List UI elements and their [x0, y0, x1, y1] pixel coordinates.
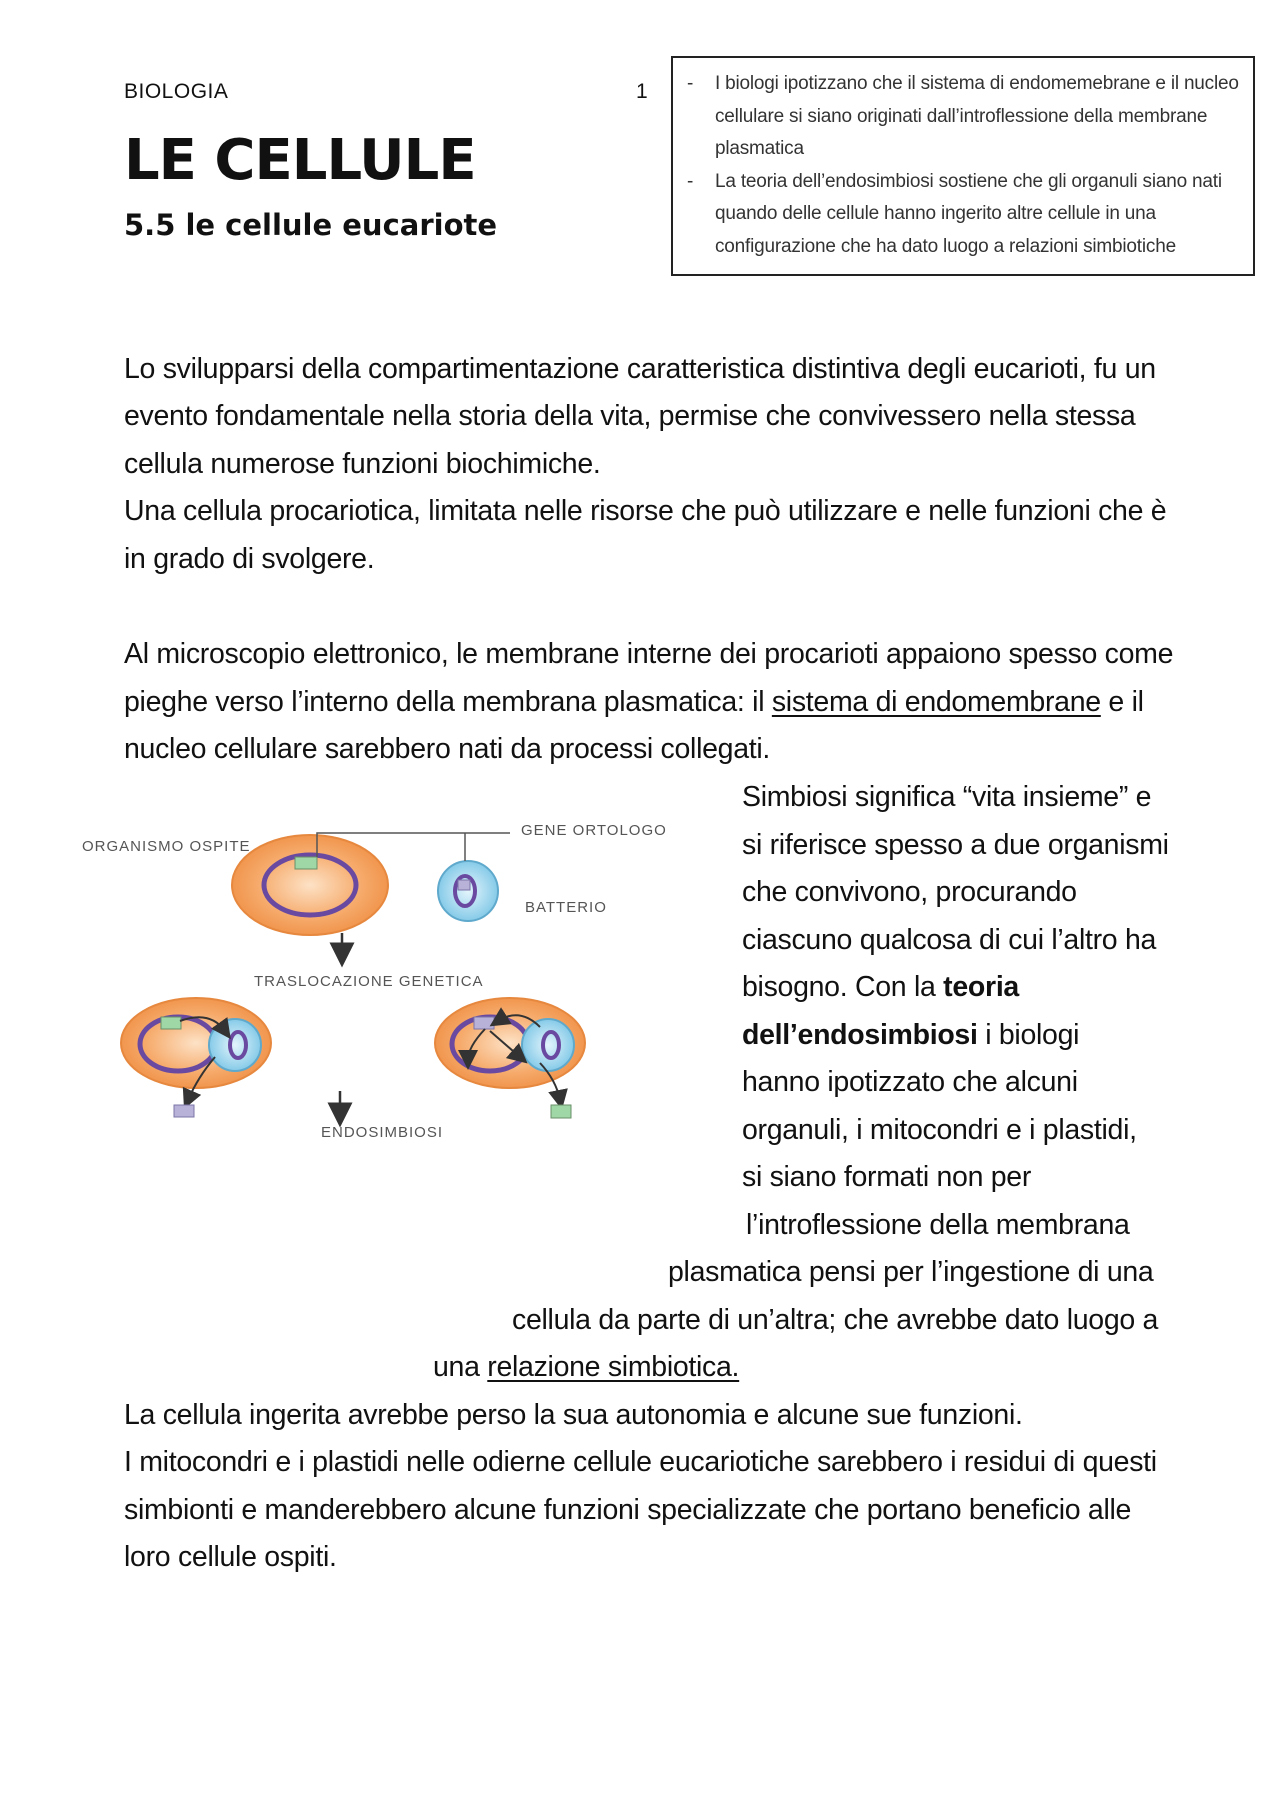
- label-bacterium: BATTERIO: [525, 899, 607, 916]
- page-subtitle: 5.5 le cellule eucariote: [124, 208, 498, 242]
- text-line: si riferisce spesso a due organismi: [742, 829, 1169, 861]
- note-item: [683, 68, 1239, 166]
- label-gene: GENE ORTOLOGO: [521, 822, 667, 839]
- text-span: e il: [1100, 686, 1144, 718]
- underlined-term-endomembrane: sistema di endomembrane: [771, 686, 1101, 718]
- label-host: ORGANISMO OSPITE: [82, 838, 251, 855]
- label-translocation: TRASLOCAZIONE GENETICA: [254, 973, 484, 990]
- text-line: La cellula ingerita avrebbe perso la sua autonomia e alcune sue funzioni.: [124, 1399, 1023, 1431]
- text-line: ciascuno qualcosa di cui l’altro ha: [742, 924, 1157, 956]
- note-line: La teoria dell’endosimbiosi sostiene che gli organuli siano nati: [715, 170, 1222, 192]
- text-span: una: [433, 1351, 488, 1383]
- text-line: che convivono, procurando: [742, 876, 1077, 908]
- underlined-term-relazione: relazione simbiotica.: [487, 1351, 740, 1383]
- text-line: Simbiosi significa “vita insieme” e: [742, 781, 1152, 813]
- text-line: plasmatica pensi per l’ingestione di una: [668, 1256, 1154, 1288]
- text-span: i biologi: [977, 1019, 1080, 1051]
- text-line: Al microscopio elettronico, le membrane interne dei procarioti appaiono spesso come: [124, 638, 1174, 670]
- text-line: cellula da parte di un’altra; che avrebbe dato luogo a: [512, 1304, 1159, 1336]
- bold-term: dell’endosimbiosi: [742, 1019, 978, 1051]
- text-line: evento fondamentale nella storia della vita, permise che convivessero nella stessa: [124, 400, 1136, 432]
- text-span: pieghe verso l’interno della membrana plasmatica: il: [124, 686, 772, 718]
- text-line: [433, 1344, 739, 1392]
- bullet-dash: -: [687, 170, 694, 192]
- text-line: l’introflessione della membrana: [746, 1209, 1130, 1241]
- text-line: in grado di svolgere.: [124, 543, 375, 575]
- bold-term: teoria: [943, 971, 1019, 1003]
- symbiotic-cell-right: [435, 998, 585, 1118]
- text-span: bisogno. Con la: [742, 971, 944, 1003]
- text-line: Lo svilupparsi della compartimentazione caratteristica distintiva degli eucarioti, fu un: [124, 353, 1156, 385]
- note-item: [683, 166, 1239, 264]
- text-line: simbionti e manderebbero alcune funzioni specializzate che portano beneficio alle: [124, 1494, 1132, 1526]
- subject-label: BIOLOGIA: [124, 80, 229, 103]
- text-line: I mitocondri e i plastidi nelle odierne cellule eucariotiche sarebbero i residui di questi: [124, 1446, 1157, 1478]
- note-line: cellulare si siano originati dall’introflessione della membrane: [715, 105, 1208, 127]
- symbiotic-cell-left: [121, 998, 271, 1117]
- text-line: [742, 1012, 1079, 1060]
- note-line: plasmatica: [715, 138, 804, 159]
- text-line: si siano formati non per: [742, 1161, 1032, 1193]
- note-line: I biologi ipotizzano che il sistema di endomemebrane e il nucleo: [715, 73, 1239, 94]
- text-line: [124, 679, 1144, 727]
- text-line: [742, 964, 1019, 1012]
- label-endosymbiosis: ENDOSIMBIOSI: [321, 1124, 444, 1141]
- text-line: organuli, i mitocondri e i plastidi,: [742, 1114, 1137, 1146]
- page-title: LE CELLULE: [124, 128, 476, 193]
- text-line: nucleo cellulare sarebbero nati da processi collegati.: [124, 733, 771, 765]
- host-cell: [232, 835, 388, 935]
- text-line: Una cellula procariotica, limitata nelle risorse che può utilizzare e nelle funzioni che è: [124, 495, 1167, 527]
- text-line: hanno ipotizzato che alcuni: [742, 1066, 1078, 1098]
- note-line: quando delle cellule hanno ingerito altre cellule in una: [715, 203, 1156, 224]
- text-line: cellula numerose funzioni biochimiche.: [124, 448, 601, 480]
- page-number: 1: [636, 80, 648, 103]
- summary-note-box: [671, 56, 1255, 276]
- note-line: configurazione che ha dato luogo a relazioni simbiotiche: [715, 235, 1176, 257]
- text-line: loro cellule ospiti.: [124, 1541, 337, 1573]
- endosymbiosis-diagram: [70, 795, 710, 1165]
- bacterium: [438, 861, 498, 921]
- bullet-dash: -: [687, 73, 694, 94]
